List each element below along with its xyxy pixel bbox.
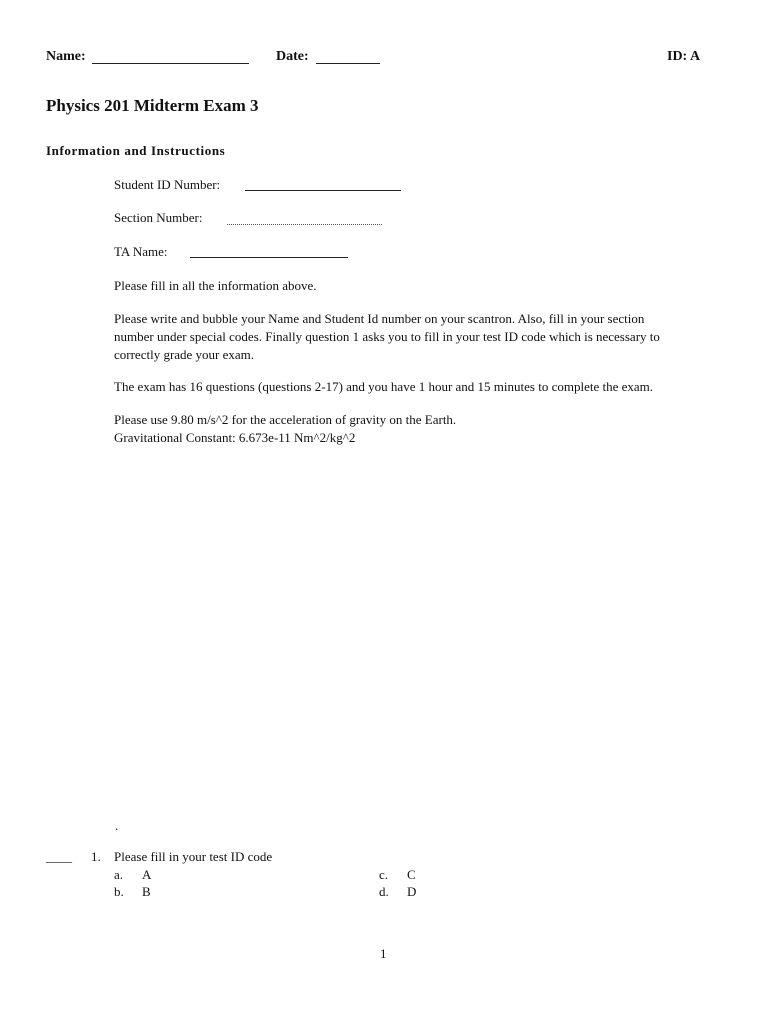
student-id-field-line[interactable] (245, 190, 401, 191)
instruction-exam-length: The exam has 16 questions (questions 2-17) and you have 1 hour and 15 minutes to complete the exam. (114, 379, 654, 394)
instruction-fill-info: Please fill in all the information above. (114, 278, 317, 293)
instruction-scantron-line-2: number under special codes. Finally question 1 asks you to fill in your test ID code which is necessary to (114, 329, 660, 344)
choice-c[interactable] (379, 866, 416, 884)
choice-d-letter: d. (379, 884, 389, 899)
choice-d[interactable] (379, 883, 416, 901)
section-number-label: Section Number: (114, 210, 203, 225)
date-label: Date: (276, 49, 309, 64)
choice-b[interactable] (114, 883, 151, 901)
ta-name-field-line[interactable] (190, 257, 348, 258)
ta-name-label: TA Name: (114, 244, 168, 259)
question-number: 1. (91, 849, 101, 864)
question-text: Please fill in your test ID code (114, 849, 273, 864)
choice-a-value: A (142, 867, 152, 882)
gravity-acceleration-note: Please use 9.80 m/s^2 for the acceleration of gravity on the Earth. (114, 412, 457, 427)
name-field-line[interactable] (92, 63, 249, 64)
section-heading: Information and Instructions (46, 143, 226, 158)
instruction-scantron (114, 310, 724, 364)
answer-blank[interactable]: ____ (46, 849, 72, 864)
choice-d-value: D (407, 884, 417, 899)
choice-a-letter: a. (114, 867, 124, 882)
instruction-scantron-line-1: Please write and bubble your Name and Student Id number on your scantron. Also, fill in your section (114, 311, 645, 326)
exam-title: Physics 201 Midterm Exam 3 (46, 96, 259, 115)
choice-c-value: C (407, 867, 416, 882)
choice-b-letter: b. (114, 884, 124, 899)
choice-b-value: B (142, 884, 151, 899)
date-field-line[interactable] (316, 63, 380, 64)
student-id-label: Student ID Number: (114, 177, 221, 192)
name-label: Name: (46, 49, 86, 64)
choice-a[interactable] (114, 866, 151, 884)
gravitational-constant-note: Gravitational Constant: 6.673e-11 Nm^2/kg^2 (114, 430, 356, 445)
page-number: 1 (380, 946, 387, 961)
instruction-scantron-line-3: correctly grade your exam. (114, 347, 255, 362)
section-number-field-line[interactable] (227, 224, 382, 225)
choice-c-letter: c. (379, 867, 389, 882)
instruction-constants (114, 411, 724, 447)
exam-id-label: ID: A (667, 49, 701, 64)
stray-dot: . (115, 818, 119, 833)
